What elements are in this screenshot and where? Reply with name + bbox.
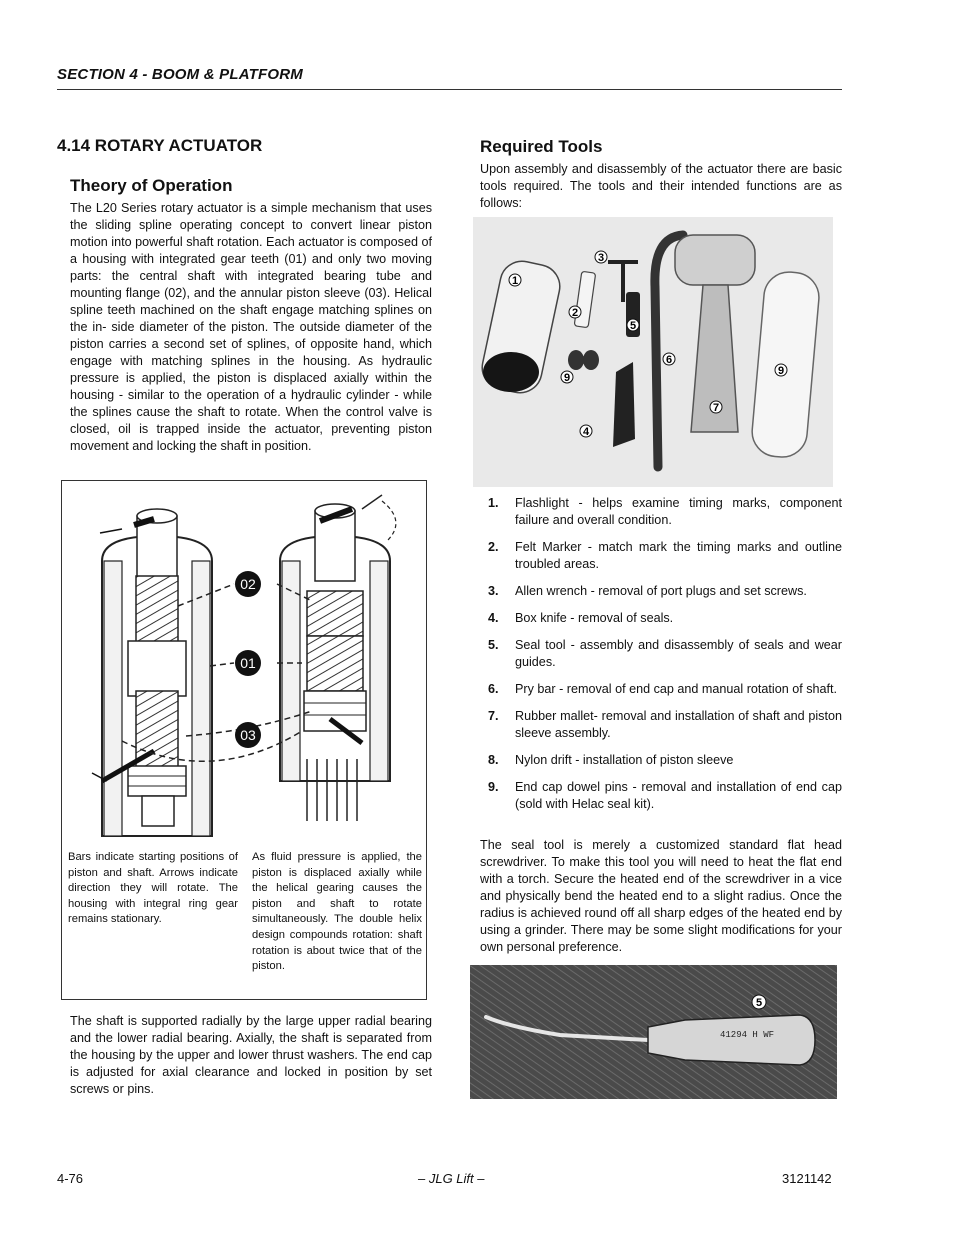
section-header-title: SECTION 4 - BOOM & PLATFORM bbox=[57, 66, 303, 83]
tool-list-item: 5. Seal tool - assembly and disassembly of seals and wear guides. bbox=[488, 638, 842, 669]
theory-paragraph: The L20 Series rotary actuator is a simple mechanism that uses the sliding spline operating concept to convert linear piston motion into powerful shaft rotation. Each actuator is composed of a housing with integrated gear teeth (01) and only two moving parts: the central shaft with integrated bearing tube and mounting flange (02), and the annular piston sleeve (03). Helical spline teeth machined on the shaft engage matching splines on the in- side diameter of the piston. The outside diameter of the piston carries a second set of splines, of opposite hand, which engage with matching splines in the housing. As hydraulic pressure is applied, the piston is displaced axially within the housing - similar to the operation of a hydraulic cylinder - while the splines cause the shaft to rotate. When the control valve is closed, oil is trapped inside the actuator, preventing piston movement and locking the shaft in position. bbox=[70, 201, 432, 453]
tools-photo bbox=[473, 217, 833, 487]
screwdriver-handle bbox=[648, 1015, 815, 1065]
callout-03 bbox=[235, 722, 261, 748]
svg-text:02: 02 bbox=[240, 576, 256, 592]
actuator-diagram bbox=[62, 481, 426, 851]
document-number: 3121142 bbox=[782, 1171, 832, 1186]
figure-caption-left: Bars indicate starting positions of piston and shaft. Arrows indicate direction they will rotate. The housing with integral ring gear remains stationary. bbox=[68, 851, 238, 926]
callout-01 bbox=[235, 650, 261, 676]
section-heading: 4.14 ROTARY ACTUATOR bbox=[57, 136, 263, 155]
screwdriver-marking: 41294 H WF bbox=[720, 1030, 775, 1040]
shaft-support-paragraph: The shaft is supported radially by the large upper radial bearing and the lower radial bearing. Axially, the shaft is separated from the housing by the upper and lower thrust washers. The end cap is adjusted for axial clearance and locked in position by set screws or pins. bbox=[70, 1014, 432, 1096]
required-tools-heading: Required Tools bbox=[480, 137, 603, 156]
seal-tool-paragraph: The seal tool is merely a customized standard flat head screwdriver. To make this tool you will need to heat the flat end with a torch. Secure the heated end of the screwdriver in a vice and physically bend the heated end to a slight radius. Once the radius is achieved round off all sharp edges of the heated end by using a grinder. There may be some slight modifications for your own personal preference. bbox=[480, 838, 842, 954]
svg-text:7: 7 bbox=[712, 402, 720, 414]
box-knife bbox=[613, 362, 635, 447]
svg-text:3: 3 bbox=[597, 252, 605, 264]
svg-text:5: 5 bbox=[755, 997, 763, 1009]
tool-list-item: 7. Rubber mallet- removal and installation of shaft and piston sleeve assembly. bbox=[488, 709, 842, 740]
svg-text:5: 5 bbox=[629, 320, 637, 332]
seal-tool-photo bbox=[470, 965, 837, 1099]
tool-list bbox=[488, 495, 842, 813]
tool-list-item: 1. Flashlight - helps examine timing marks, component failure and overall condition. bbox=[488, 496, 842, 527]
dowel-pin-2 bbox=[583, 350, 599, 370]
dowel-pin-1 bbox=[568, 350, 584, 370]
seal-tool-callout bbox=[752, 995, 766, 1009]
tool-list-item: 4. Box knife - removal of seals. bbox=[488, 611, 674, 625]
svg-text:1: 1 bbox=[511, 275, 519, 287]
callout-02 bbox=[235, 571, 261, 597]
svg-text:01: 01 bbox=[240, 655, 256, 671]
theory-heading: Theory of Operation bbox=[70, 176, 233, 195]
nylon-drift bbox=[750, 270, 821, 459]
photo-callout-9a bbox=[561, 371, 573, 384]
felt-marker bbox=[571, 271, 596, 327]
actuator-right bbox=[280, 495, 396, 821]
header-divider bbox=[57, 89, 842, 90]
tool-list-item: 8. Nylon drift - installation of piston sleeve bbox=[488, 753, 734, 767]
svg-text:03: 03 bbox=[240, 727, 256, 743]
page-number: 4-76 bbox=[57, 1171, 84, 1186]
photo-callout-4 bbox=[580, 425, 592, 438]
required-tools-intro: Upon assembly and disassembly of the actuator there are basic tools required. The tools and their intended functions are as follows: bbox=[480, 162, 842, 210]
footer-center: – JLG Lift – bbox=[418, 1171, 485, 1186]
actuator-figure bbox=[61, 480, 427, 1000]
actuator-left bbox=[92, 509, 212, 836]
tool-list-item: 3. Allen wrench - removal of port plugs and set screws. bbox=[488, 584, 807, 598]
svg-text:4: 4 bbox=[582, 426, 590, 438]
tool-list-item: 2. Felt Marker - match mark the timing marks and outline troubled areas. bbox=[488, 540, 842, 571]
tool-list-item: 9. End cap dowel pins - removal and installation of end cap (sold with Helac seal kit). bbox=[488, 780, 842, 811]
svg-text:6: 6 bbox=[665, 354, 673, 366]
photo-callout-6 bbox=[663, 353, 675, 366]
svg-text:2: 2 bbox=[571, 307, 579, 319]
figure-caption-right: As fluid pressure is applied, the piston is displaced axially while the helical gearing causes the piston and shaft to rotate simultaneously. The double helix design compounds rotation: shaft rotation is about twice that of the piston. bbox=[252, 851, 422, 973]
svg-text:9: 9 bbox=[563, 372, 571, 384]
svg-text:9: 9 bbox=[777, 365, 785, 377]
photo-callout-3 bbox=[595, 251, 607, 264]
tool-list-item: 6. Pry bar - removal of end cap and manual rotation of shaft. bbox=[488, 682, 838, 696]
